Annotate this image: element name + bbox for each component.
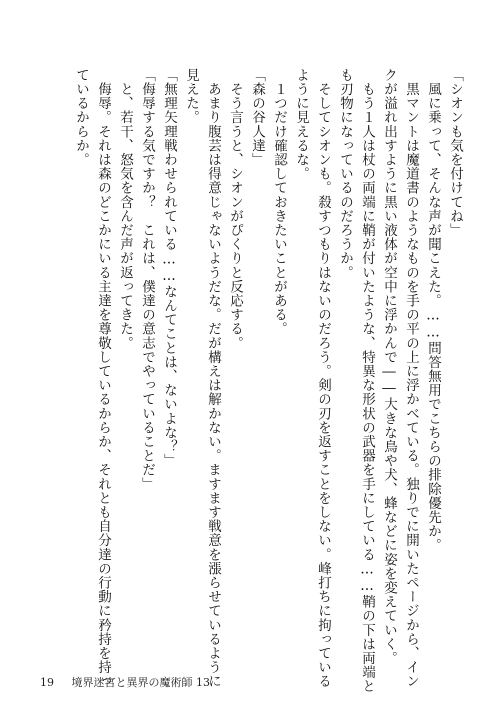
text-line: ように見えるな。 <box>293 68 309 181</box>
text-line: １つだけ確認しておきたいことがある。 <box>271 68 287 336</box>
page-footer <box>40 674 210 690</box>
text-line: あまり腹芸は得意じゃないようだな。だが構えは解かない。ますます戦意を漲らせているように <box>205 68 221 689</box>
text-line: と、若干、怒気を含んだ声が返ってきた。 <box>117 68 133 350</box>
text-line: 「無理矢理戦わせられている……なんてことは、ないよな？」 <box>161 68 177 468</box>
text-line: 「森の谷人達」 <box>249 68 265 167</box>
text-line: クが溢れ出すように黒い液体が空中に浮かんで――大きな鳥や犬、蜂などに姿を変えていく。 <box>381 68 397 666</box>
text-line: 「シオンも気を付けてね」 <box>447 68 463 238</box>
page-number: 19 <box>40 676 54 689</box>
text-line: 「侮辱する気ですか？ これは、僕達の意志でやっていることだ」 <box>139 68 155 491</box>
text-line: 侮辱。それは森のどこかにいる主達を尊敬しているからか、それとも自分達の行動に矜持を持っ <box>95 68 111 689</box>
text-line: そう言うと、シオンがぴくりと反応する。 <box>227 68 243 350</box>
text-line: 黒マントは魔道書のようなものを手の平の上に浮かべている。独りでに開いたページから、イン <box>403 68 419 689</box>
book-title: 境界迷宮と異界の魔術師 13 <box>71 676 210 689</box>
text-line: 風に乗って、そんな声が聞こえた。……問答無用でこちらの排除優先か。 <box>425 68 441 553</box>
text-line: もう１人は杖の両端に鞘が付いたような、特異な形状の武器を手にしている……鞘の下は両端と <box>359 68 375 694</box>
text-line: ているからか。 <box>73 68 89 167</box>
text-line: 見えた。 <box>183 68 199 125</box>
text-line: そしてシオンも。殺すつもりはないのだろう。剣の刃を返すことをしない。峰打ちに拘っている <box>315 68 331 689</box>
text-line: も刃物になっているのだろうか。 <box>337 68 353 280</box>
